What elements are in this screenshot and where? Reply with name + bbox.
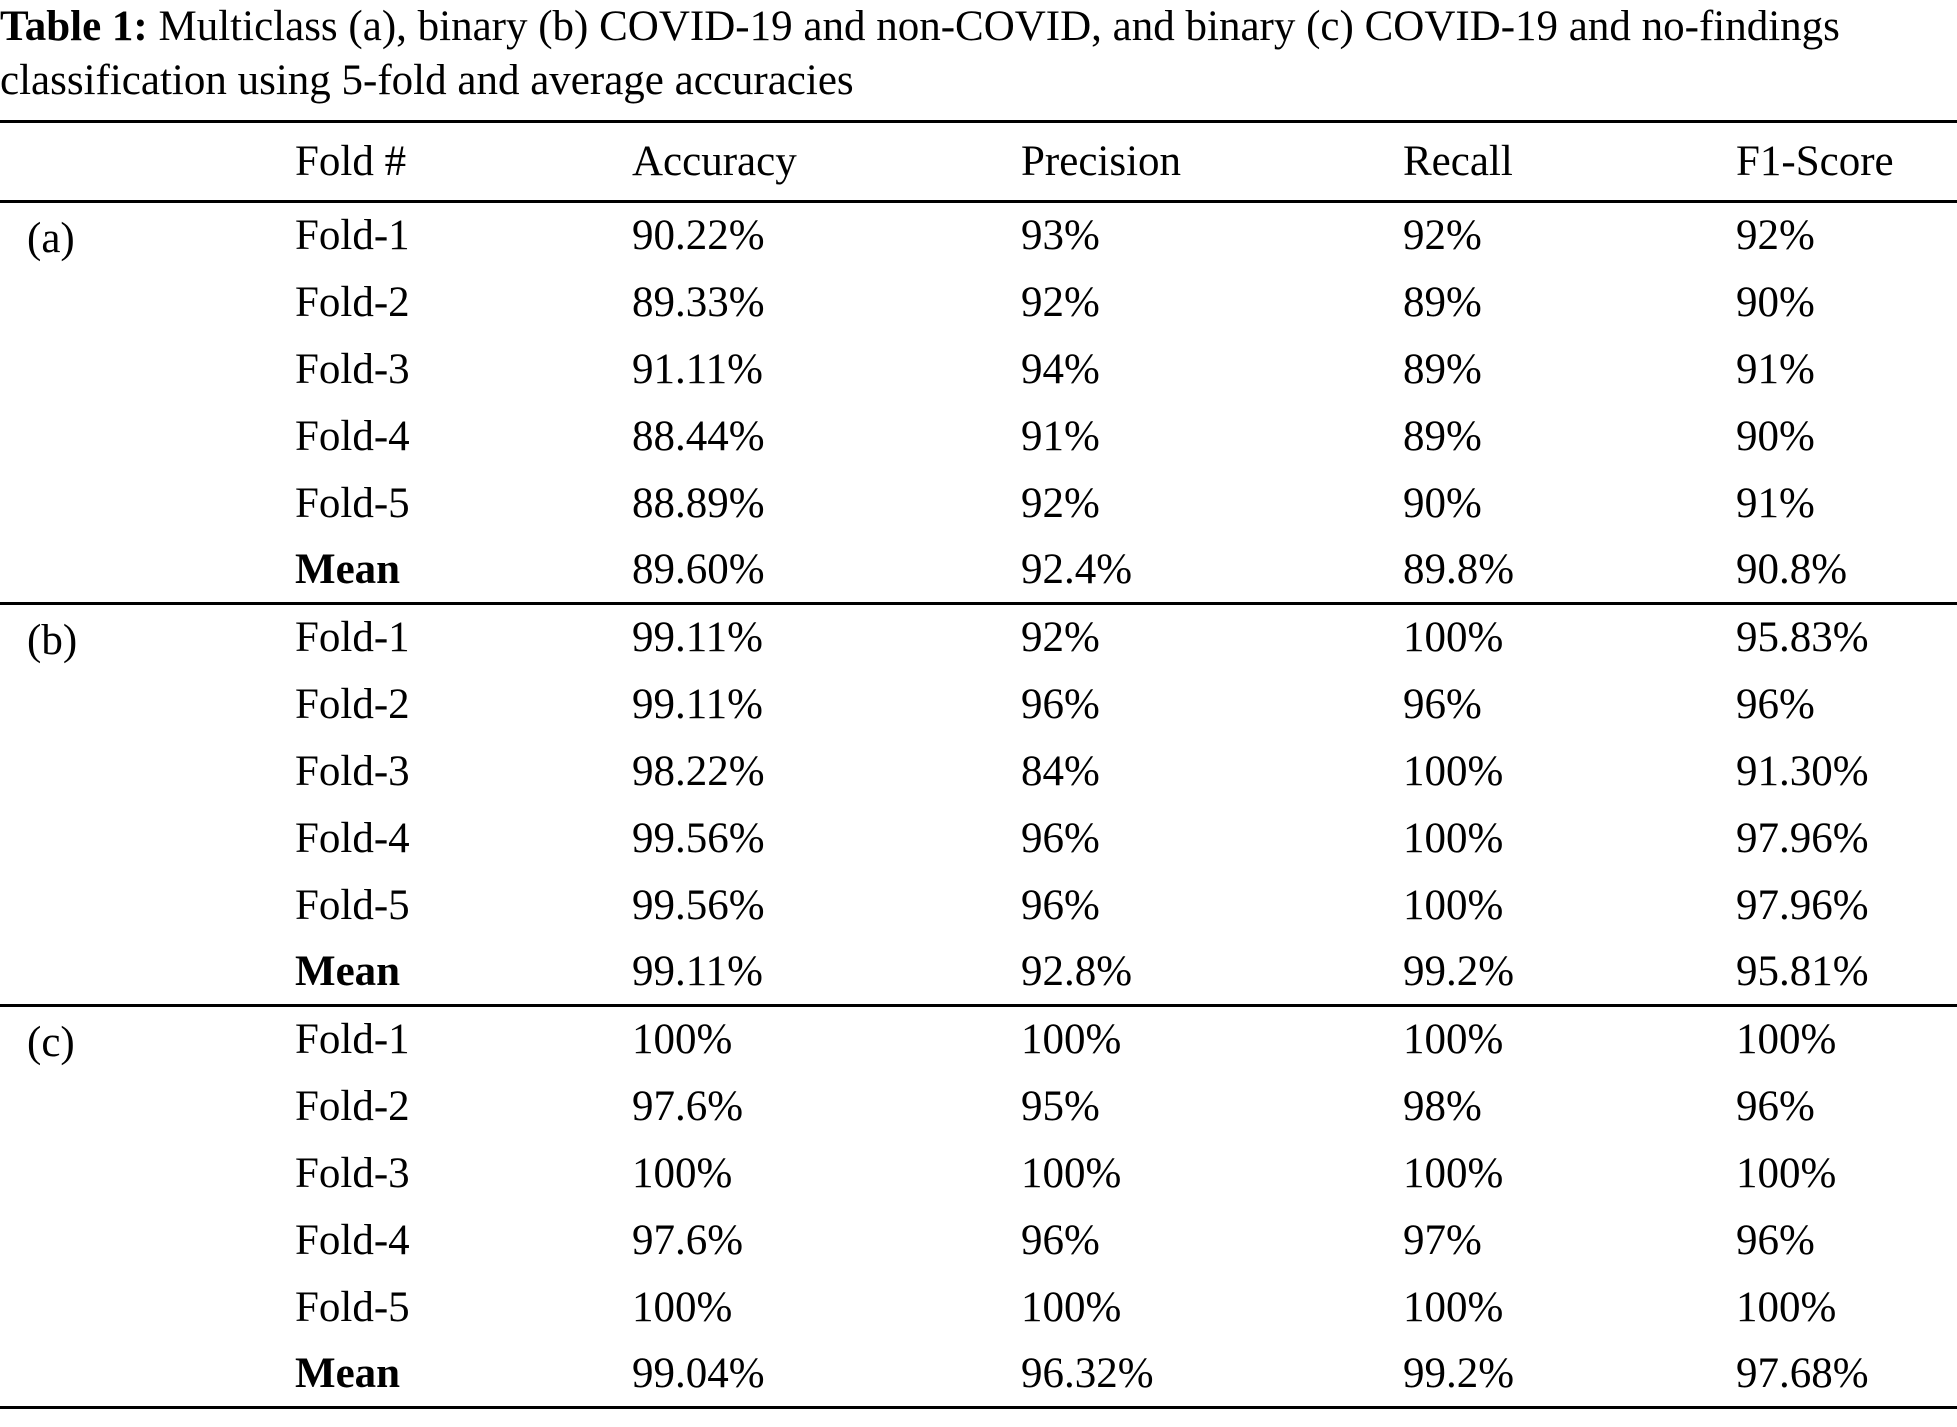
header-recall: Recall <box>1403 122 1736 202</box>
cell-f1-score: 100% <box>1736 1016 1837 1064</box>
table-row <box>0 1006 1957 1073</box>
cell-precision: 93% <box>1021 212 1100 260</box>
empty-cell <box>0 1207 295 1274</box>
table-group <box>0 604 1957 1006</box>
empty-cell <box>0 872 295 939</box>
cell-recall: 89% <box>1403 412 1482 460</box>
cell-f1-score: 95.83% <box>1736 614 1869 662</box>
cell-precision: 96% <box>1021 1216 1100 1264</box>
table-row <box>0 1274 1957 1341</box>
cell-fold: Mean <box>295 537 632 604</box>
table-header <box>0 122 1957 202</box>
cell-fold: Fold-4 <box>295 814 410 862</box>
cell-fold: Fold-4 <box>295 412 410 460</box>
empty-cell <box>0 1073 295 1140</box>
cell-fold: Fold-1 <box>295 614 410 662</box>
caption-line-1 <box>0 0 1957 54</box>
cell-accuracy: 98.22% <box>632 747 765 795</box>
cell-recall: 100% <box>1403 881 1504 929</box>
cell-f1-score: 91.30% <box>1736 747 1869 795</box>
cell-fold: Fold-3 <box>295 1149 410 1197</box>
header-accuracy: Accuracy <box>632 122 1021 202</box>
cell-accuracy: 88.44% <box>632 412 765 460</box>
cell-precision: 96% <box>1021 881 1100 929</box>
empty-cell <box>0 1341 295 1408</box>
empty-cell <box>0 269 295 336</box>
table-row <box>0 872 1957 939</box>
cell-accuracy: 97.6% <box>632 1216 744 1264</box>
cell-accuracy: 99.56% <box>632 814 765 862</box>
table-row <box>0 1207 1957 1274</box>
table-row <box>0 1140 1957 1207</box>
cell-accuracy: 100% <box>632 1016 733 1064</box>
cell-f1-score: 90% <box>1736 412 1815 460</box>
cell-fold: Fold-1 <box>295 212 410 260</box>
header-row <box>0 122 1957 202</box>
cell-recall: 89% <box>1403 345 1482 393</box>
cell-recall: 100% <box>1403 747 1504 795</box>
cell-recall: 97% <box>1403 1216 1482 1264</box>
caption-line-2: classification using 5-fold and average accuracies <box>0 57 854 104</box>
cell-recall: 89.8% <box>1403 537 1736 604</box>
table-group <box>0 1006 1957 1408</box>
group-label: (b) <box>27 617 78 664</box>
cell-f1-score: 97.96% <box>1736 814 1869 862</box>
group-label: (c) <box>27 1019 75 1066</box>
cell-recall: 99.2% <box>1403 939 1736 1006</box>
cell-accuracy: 89.60% <box>632 537 1021 604</box>
empty-cell <box>0 1140 295 1207</box>
table-row <box>0 202 1957 269</box>
cell-recall: 92% <box>1403 212 1482 260</box>
cell-f1-score: 96% <box>1736 680 1815 728</box>
cell-fold: Fold-2 <box>295 278 410 326</box>
cell-accuracy: 99.11% <box>632 614 763 662</box>
table-row <box>0 604 1957 671</box>
cell-accuracy: 100% <box>632 1149 733 1197</box>
empty-cell <box>0 939 295 1006</box>
empty-cell <box>0 671 295 738</box>
cell-f1-score: 96% <box>1736 1216 1815 1264</box>
table-row <box>0 336 1957 403</box>
cell-recall: 100% <box>1403 1016 1504 1064</box>
cell-recall: 96% <box>1403 680 1482 728</box>
table-row <box>0 738 1957 805</box>
empty-cell <box>0 403 295 470</box>
empty-cell <box>0 537 295 604</box>
group-label: (a) <box>27 215 75 262</box>
cell-precision: 92.8% <box>1021 939 1403 1006</box>
table-row-mean <box>0 537 1957 604</box>
cell-fold: Fold-4 <box>295 1216 410 1264</box>
cell-f1-score: 95.81% <box>1736 939 1957 1006</box>
table-row <box>0 470 1957 537</box>
cell-fold: Fold-5 <box>295 881 410 929</box>
cell-fold: Fold-1 <box>295 1016 410 1064</box>
empty-cell <box>0 1274 295 1341</box>
cell-f1-score: 91% <box>1736 345 1815 393</box>
cell-f1-score: 100% <box>1736 1149 1837 1197</box>
table-row-mean <box>0 939 1957 1006</box>
cell-precision: 92% <box>1021 614 1100 662</box>
cell-accuracy: 99.11% <box>632 680 763 728</box>
table-row <box>0 269 1957 336</box>
cell-precision: 96.32% <box>1021 1341 1403 1408</box>
cell-recall: 100% <box>1403 1149 1504 1197</box>
cell-f1-score: 90% <box>1736 278 1815 326</box>
cell-precision: 94% <box>1021 345 1100 393</box>
cell-precision: 96% <box>1021 814 1100 862</box>
cell-accuracy: 97.6% <box>632 1082 744 1130</box>
table-row-mean <box>0 1341 1957 1408</box>
cell-precision: 91% <box>1021 412 1100 460</box>
cell-precision: 92% <box>1021 278 1100 326</box>
cell-accuracy: 99.56% <box>632 881 765 929</box>
empty-cell <box>0 336 295 403</box>
table-group <box>0 202 1957 604</box>
cell-precision: 95% <box>1021 1082 1100 1130</box>
cell-f1-score: 100% <box>1736 1283 1837 1331</box>
cell-fold: Mean <box>295 1341 632 1408</box>
cell-fold: Fold-5 <box>295 479 410 527</box>
cell-fold: Fold-3 <box>295 747 410 795</box>
header-fold: Fold # <box>295 122 632 202</box>
cell-f1-score: 97.96% <box>1736 881 1869 929</box>
cell-fold: Fold-3 <box>295 345 410 393</box>
cell-recall: 100% <box>1403 1283 1504 1331</box>
table-row <box>0 1073 1957 1140</box>
cell-fold: Mean <box>295 939 632 1006</box>
cell-precision: 84% <box>1021 747 1100 795</box>
cell-accuracy: 99.11% <box>632 939 1021 1006</box>
header-f1-score: F1-Score <box>1736 122 1957 202</box>
cell-accuracy: 90.22% <box>632 212 765 260</box>
cell-precision: 100% <box>1021 1149 1122 1197</box>
cell-accuracy: 89.33% <box>632 278 765 326</box>
cell-f1-score: 96% <box>1736 1082 1815 1130</box>
cell-fold: Fold-2 <box>295 1082 410 1130</box>
results-table <box>0 120 1957 1409</box>
empty-cell <box>0 738 295 805</box>
table-row <box>0 403 1957 470</box>
cell-f1-score: 97.68% <box>1736 1341 1957 1408</box>
cell-accuracy: 100% <box>632 1283 733 1331</box>
table-caption <box>0 0 1957 108</box>
header-group <box>0 122 295 202</box>
cell-recall: 98% <box>1403 1082 1482 1130</box>
cell-accuracy: 99.04% <box>632 1341 1021 1408</box>
cell-fold: Fold-5 <box>295 1283 410 1331</box>
cell-precision: 100% <box>1021 1283 1122 1331</box>
header-precision: Precision <box>1021 122 1403 202</box>
cell-precision: 96% <box>1021 680 1100 728</box>
cell-recall: 89% <box>1403 278 1482 326</box>
cell-f1-score: 90.8% <box>1736 537 1957 604</box>
cell-recall: 99.2% <box>1403 1341 1736 1408</box>
cell-recall: 90% <box>1403 479 1482 527</box>
cell-precision: 100% <box>1021 1016 1122 1064</box>
cell-precision: 92.4% <box>1021 537 1403 604</box>
caption-text-1: Multiclass (a), binary (b) COVID-19 and non-COVID, and binary (c) COVID-19 and no-findings <box>147 3 1840 50</box>
cell-f1-score: 91% <box>1736 479 1815 527</box>
cell-precision: 92% <box>1021 479 1100 527</box>
cell-recall: 100% <box>1403 614 1504 662</box>
cell-accuracy: 88.89% <box>632 479 765 527</box>
table-row <box>0 671 1957 738</box>
cell-recall: 100% <box>1403 814 1504 862</box>
empty-cell <box>0 470 295 537</box>
cell-f1-score: 92% <box>1736 212 1815 260</box>
cell-accuracy: 91.11% <box>632 345 763 393</box>
caption-label: Table 1: <box>0 3 148 50</box>
empty-cell <box>0 805 295 872</box>
cell-fold: Fold-2 <box>295 680 410 728</box>
table-row <box>0 805 1957 872</box>
